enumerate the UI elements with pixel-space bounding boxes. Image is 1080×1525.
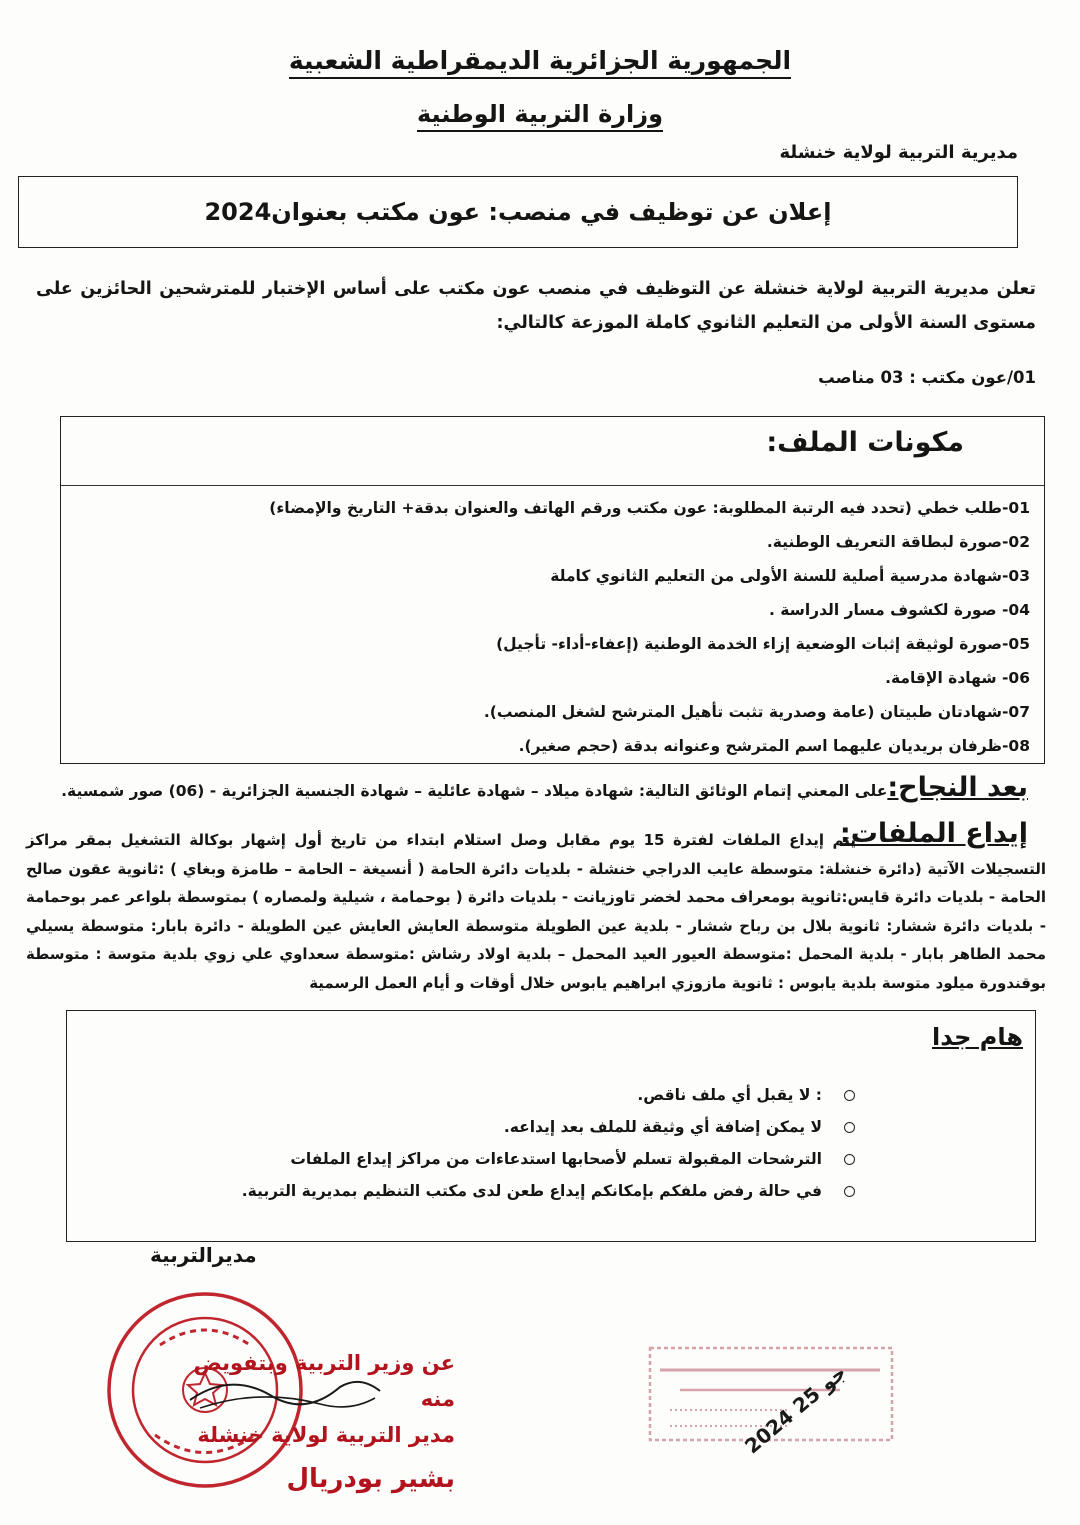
list-item: : لا يقبل أي ملف ناقص. [242, 1079, 855, 1111]
file-components-list [80, 493, 1030, 765]
intro-paragraph: تعلن مديرية التربية لولاية خنشلة عن التوظيف في منصب عون مكتب على أساس الإختبار للمترشحين الحائزين على مستوى السنة الأولى من التعليم الثانوي كاملة الموزعة كالتالي: [36, 279, 1036, 333]
file-components-box [60, 416, 1045, 764]
signature-block [185, 1345, 455, 1497]
ministry-header: وزارة التربية الوطنية [0, 100, 1080, 128]
posts-line: 01/عون مكتب : 03 مناصب [818, 368, 1036, 387]
list-item: 01-طلب خطي (تحدد فيه الرتبة المطلوبة: عون مكتب ورقم الهاتف والعنوان بدقة+ التاريخ والإمضاء) [269, 499, 1030, 517]
file-components-title: مكونات الملف: [766, 427, 964, 458]
circle-bullet-icon [844, 1186, 855, 1197]
important-list [242, 1079, 855, 1207]
list-item: لا يمكن إضافة أي وثيقة للملف بعد إيداعه. [242, 1111, 855, 1143]
important-box [66, 1010, 1036, 1242]
list-item: 08-ظرفان بريديان عليهما اسم المترشح وعنوانه بدقة (حجم صغير). [518, 737, 1030, 755]
deposit-text: يتم إيداع الملفات لفترة 15 يوم مقابل وصل استلام ابتداء من تاريخ أول إشهار بوكالة التشغيل بمقر مراكز التسجيلات الآتية (دائرة خنشلة: متوسطة عايب الدراجي خنشلة - بلديات دائرة الحامة ( أنسيغة – الحامة – طامزة وبغاي ) :ثانوية عقون صالح الحامة - بلديات دائرة قايس:ثانوية بومعراف محمد لخضر تاوزيانت - بلديات دائرة ( بوحمامة ، شيلية ولمصاره ) بمتوسطة بلواعر عمر بوحمامة - بلديات دائرة ششار: ثانوية بلال بن رباح ششار - بلدية عين الطويلة متوسطة العايش العايش عين الطويلة - دائرة بابار: متوسطة يسيلي محمد الطاهر بابار - بلدية المحمل :متوسطة العيور العيد المحمل – بلدية اولاد رشاش :متوسطة سعداوي علي زوي بلدية متوسة : متوسطة بوقندورة ميلود متوسة بلدية يابوس : ثانوية مازوزي ابراهيم يابوس خلال أوقات و أيام العمل الرسمية [26, 831, 1046, 992]
signature-name: بشير بودريال [286, 1464, 455, 1494]
handwritten-signature-icon [185, 1370, 385, 1420]
directorate-name: مديرية التربية لولاية خنشلة [779, 142, 1018, 163]
list-item: 06- شهادة الإقامة. [885, 669, 1030, 687]
handwritten-date: 2024 جو 25 [740, 1360, 851, 1459]
announcement-title-box [18, 176, 1018, 248]
list-item: 07-شهادتان طبيتان (عامة وصدرية تثبت تأهيل المترشح لشغل المنصب). [483, 703, 1030, 721]
list-item: الترشحات المقبولة تسلم لأصحابها استدعاءات من مراكز إيداع الملفات [242, 1143, 855, 1175]
list-item: في حالة رفض ملفكم بإمكانكم إيداع طعن لدى مكتب التنظيم بمديرية التربية. [242, 1175, 855, 1207]
after-success-label: بعد النجاح: [887, 772, 1028, 803]
director-title: مديرالتربية [150, 1243, 257, 1267]
deposit-label: إيداع الملفات: [839, 818, 1028, 849]
list-item: 04- صورة لكشوف مسار الدراسة . [768, 601, 1030, 619]
list-item: 03-شهادة مدرسية أصلية للسنة الأولى من التعليم الثانوي كاملة [550, 567, 1030, 585]
circle-bullet-icon [844, 1154, 855, 1165]
signature-line-1: عن وزير التربية وبتفويض منه [193, 1351, 455, 1411]
announcement-title: إعلان عن توظيف في منصب: عون مكتب بعنوان2024 [204, 198, 832, 226]
after-success-paragraph [18, 774, 1028, 805]
circle-bullet-icon [844, 1122, 855, 1133]
signature-line-2: مدير التربية لولاية خنشلة [197, 1423, 455, 1447]
list-item: 05-صورة لوثيقة إثبات الوضعية إزاء الخدمة الوطنية (إعفاء-أداء- تأجيل) [496, 635, 1030, 653]
after-success-text: على المعني إتمام الوثائق التالية: شهادة ميلاد – شهادة عائلية – شهادة الجنسية الجزائرية - (06) صور شمسية. [61, 782, 888, 800]
file-components-header [61, 417, 1044, 486]
important-heading: هام جدا [932, 1023, 1023, 1051]
circle-bullet-icon [844, 1090, 855, 1101]
list-item: 02-صورة لبطاقة التعريف الوطنية. [766, 533, 1030, 551]
republic-header: الجمهورية الجزائرية الديمقراطية الشعبية [0, 46, 1080, 75]
